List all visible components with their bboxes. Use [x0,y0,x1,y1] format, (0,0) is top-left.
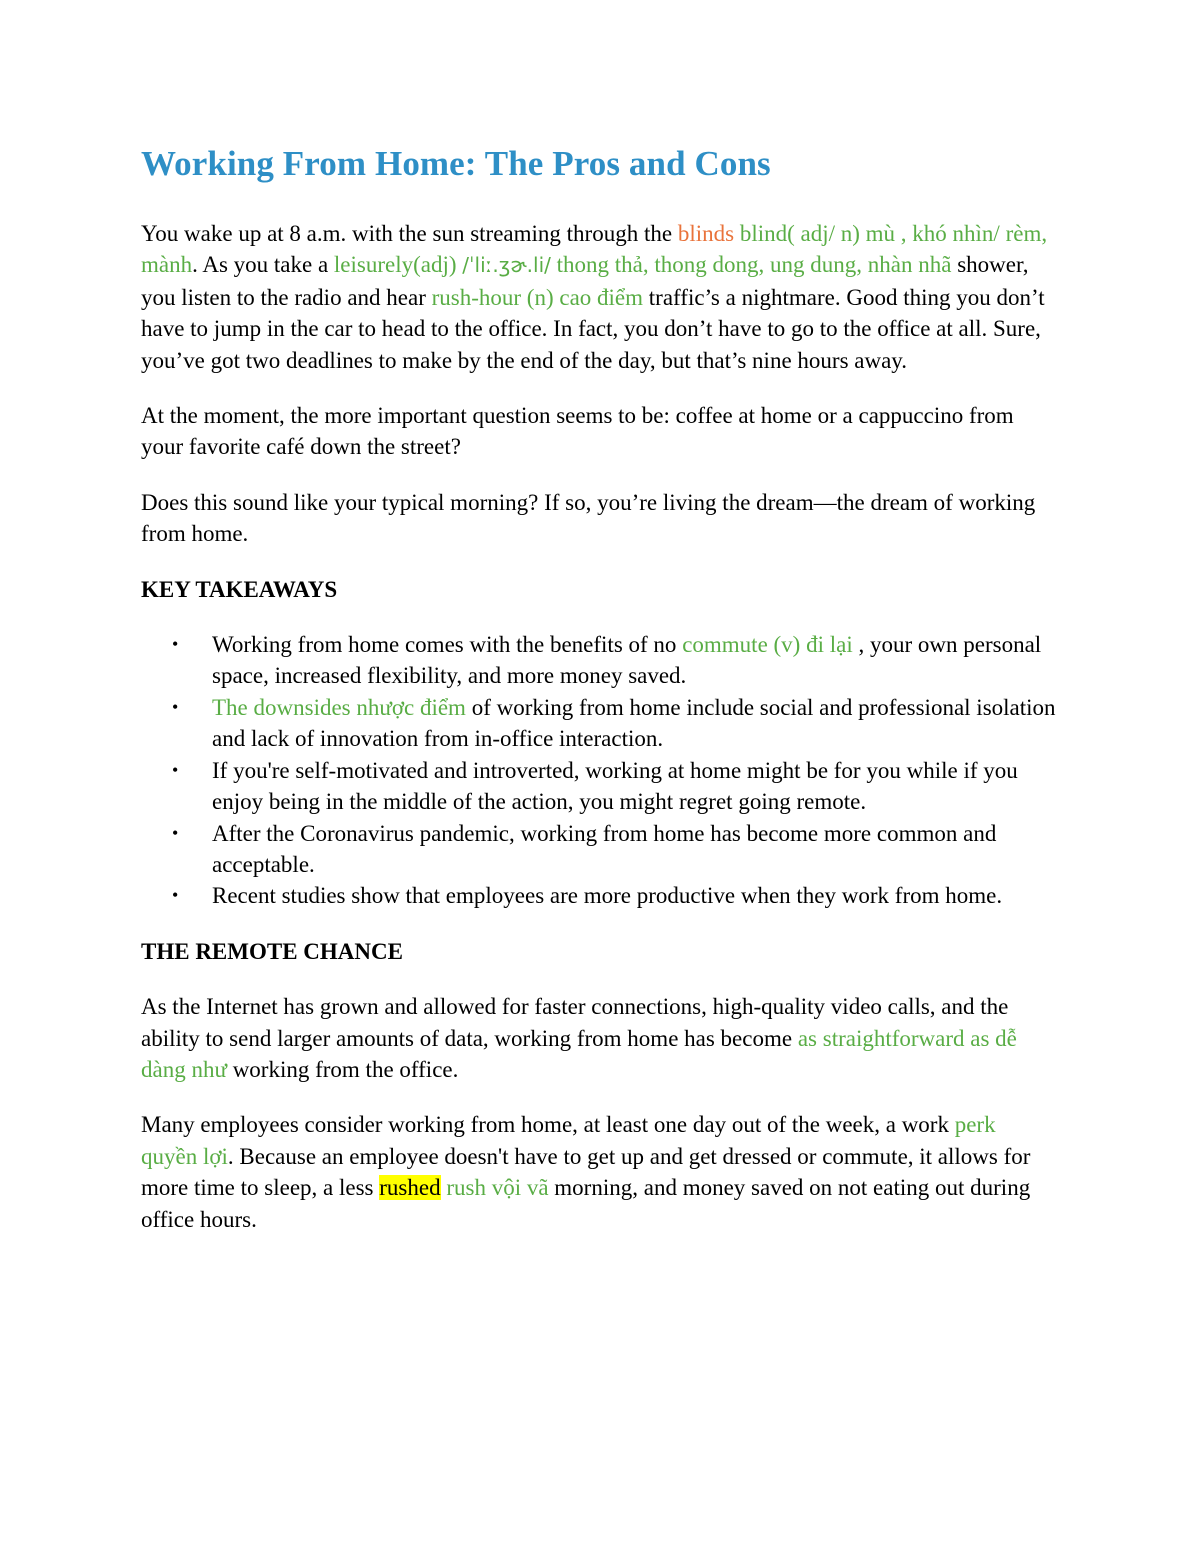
paragraph-question: At the moment, the more important question seems to be: coffee at home or a cappuccino from your favorite café down the street? [141,403,1014,460]
text-run: Working from home comes with the benefits of no [212,632,683,658]
bullet-icon: • [172,885,179,906]
annotated-word-blinds: blinds [677,221,735,246]
text-run: of working from home include social and professional isolation and lack of innovation from in-office interaction. [212,694,1056,752]
text-run: morning, and money saved on not eating out during office hours. [141,1175,1031,1232]
bullet-icon: • [172,696,179,717]
list-item [141,880,1056,911]
list-item [141,818,1056,881]
takeaways-list [141,629,1056,912]
list-item [141,755,1056,818]
text-run: If you're self-motivated and introverted, working at home might be for you while if you enjoy being in the middle of the action, you might regret going remote. [212,757,1018,815]
list-item [141,692,1056,755]
annotation-ipa: /ˈliː.ʒɚ.li/ [462,253,551,278]
document-page [141,140,1056,1259]
text-run: Recent studies show that employees are more productive when they work from home. [212,883,1003,909]
text-run: You wake up at 8 a.m. with the sun streaming through the [141,221,678,246]
annotation-leisurely: leisurely(adj) [333,252,463,278]
paragraph-internet [141,991,1056,1085]
text-run: working from the office. [226,1056,459,1082]
text-run: As the Internet has grown and allowed for faster connections, high-quality video calls, and the ability to send larger amounts of data, working from home has become [141,994,1009,1051]
paragraph-intro [141,218,1056,376]
annotation-commute: commute (v) đi lại [682,632,853,658]
annotation-rush: rush vội vã [446,1175,549,1201]
heading-remote-chance: THE REMOTE CHANCE [141,938,403,964]
text-run: Many employees consider working from home, at least one day out of the week, a work [141,1112,955,1138]
text-run: . As you take a [192,252,334,278]
annotation-downsides: The downsides nhược điểm [212,694,466,720]
highlighted-word-rushed: rushed [379,1175,441,1201]
list-item [141,629,1056,692]
text-run: traffic’s a nightmare. Good thing you don’t have to jump in the car to head to the office. In fact, you don’t have to go to the office at all. Sure, you’ve got two deadlines to make by the end of the day, but that’s nine hours away. [141,284,1045,373]
annotation-rush-hour: rush-hour (n) cao điểm [431,284,644,310]
bullet-icon: • [172,822,179,843]
text-run: After the Coronavirus pandemic, working from home has become more common and acceptable. [212,820,997,877]
annotation-straightforward: as straightforward as dễ dàng như [141,1025,1017,1082]
annotation-blind: blind( adj/ n) mù , khó nhìn/ rèm, mành [141,221,1048,278]
paragraph-dream: Does this sound like your typical morning? If so, you’re living the dream—the dream of working from home. [141,489,1036,547]
bullet-icon: • [172,634,179,655]
bullet-icon: • [172,759,179,780]
text-run: . Because an employee doesn't have to get up and get dressed or commute, it allows for more time to sleep, a less [141,1143,1031,1201]
paragraph-employees [141,1109,1056,1235]
heading-key-takeaways: KEY TAKEAWAYS [141,576,338,602]
annotation-perk: perk quyền lợi [141,1112,996,1169]
text-run: , your own personal space, increased flexibility, and more money saved. [212,632,1042,689]
text-run: shower, you listen to the radio and hear [141,252,1029,310]
annotation-leisurely-meaning: thong thả, thong dong, ung dung, nhàn nhã [550,252,952,278]
document-title: Working From Home: The Pros and Cons [141,144,771,183]
